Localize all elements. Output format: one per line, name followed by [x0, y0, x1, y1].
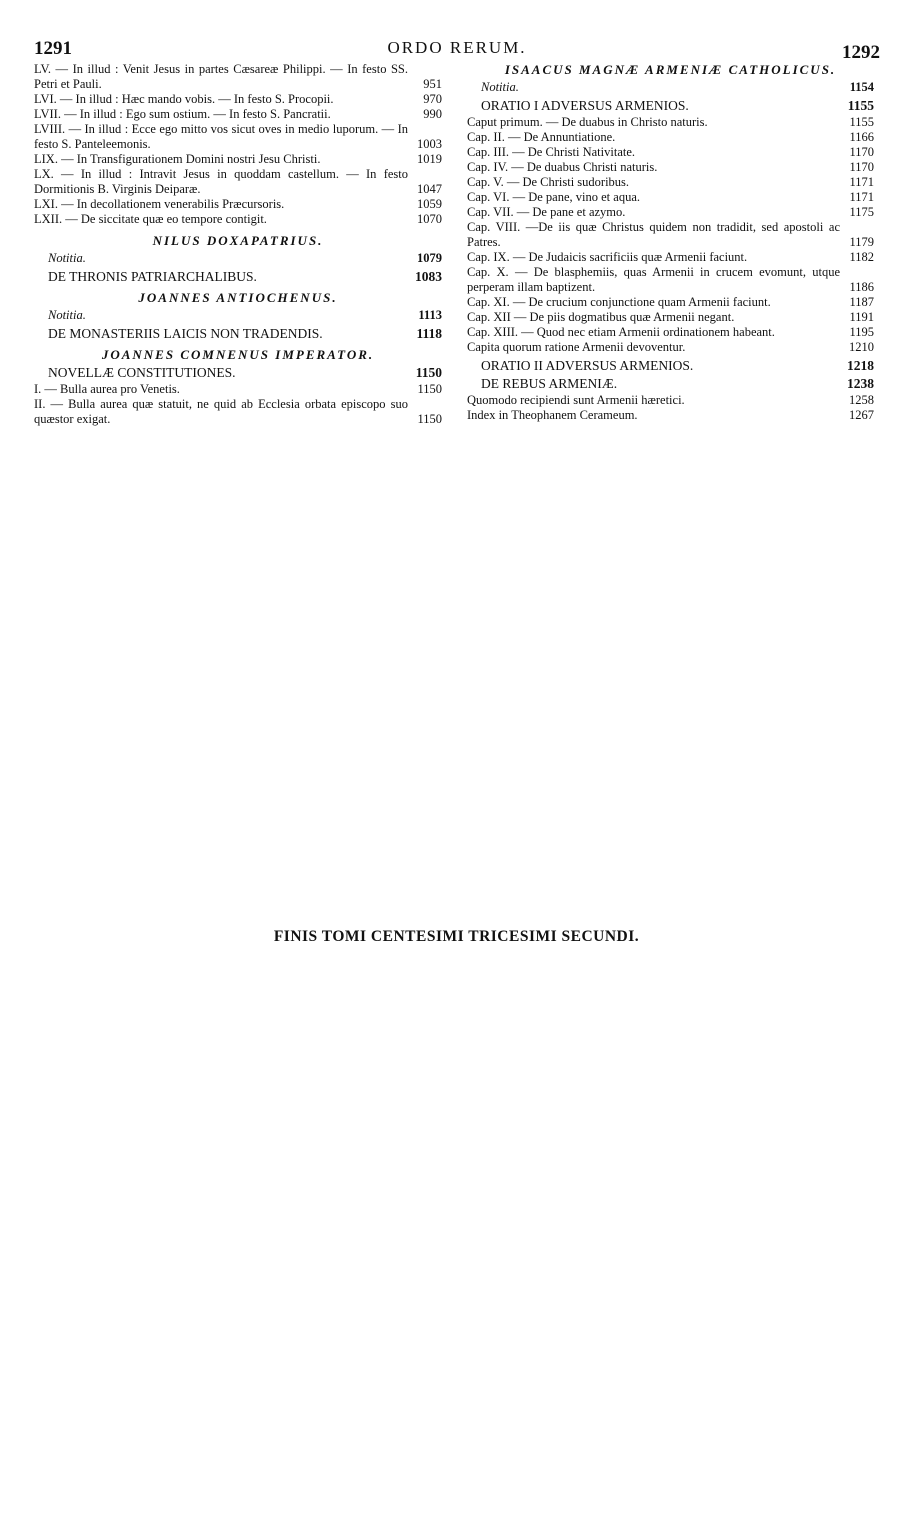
toc-entry — [34, 197, 442, 212]
entry-title: LVII. — In illud : Ego sum ostium. — In festo S. Pancratii. — [34, 107, 331, 121]
entry-page-number: 1238 — [843, 376, 874, 391]
entry-page-number: 1218 — [843, 358, 874, 373]
toc-entry — [467, 220, 874, 250]
toc-entry — [467, 190, 874, 205]
entry-page-number: 970 — [419, 92, 442, 107]
toc-entry — [34, 92, 442, 107]
entry-page-number: 1179 — [845, 235, 874, 250]
entry-title: LXII. — De siccitate quæ eo tempore contigit. — [34, 212, 267, 226]
entry-title: Cap. VII. — De pane et azymo. — [467, 205, 626, 219]
entry-title: Cap. VI. — De pane, vino et aqua. — [467, 190, 640, 204]
entry-page-number: 1154 — [846, 80, 874, 95]
page-number-right: 1292 — [842, 42, 880, 63]
section-entry — [467, 376, 874, 391]
entry-title: Cap. XIII. — Quod nec etiam Armenii ordinationem habeant. — [467, 325, 775, 339]
entry-page-number: 1150 — [413, 382, 442, 397]
toc-entry — [467, 408, 874, 423]
entry-title: Notitia. — [48, 308, 86, 322]
toc-entry — [467, 265, 874, 295]
entry-page-number: 1210 — [845, 340, 874, 355]
toc-entry — [34, 107, 442, 122]
notitia-entry — [467, 80, 874, 95]
entry-page-number: 1171 — [845, 175, 874, 190]
author-heading: ISAACUS MAGNÆ ARMENIÆ CATHOLICUS. — [504, 62, 837, 77]
toc-entry — [467, 295, 874, 310]
entry-page-number: 1079 — [413, 251, 442, 266]
entry-page-number: 951 — [419, 77, 442, 92]
toc-entry — [34, 382, 442, 397]
entry-title: DE THRONIS PATRIARCHALIBUS. — [48, 269, 257, 284]
section-entry — [34, 365, 442, 380]
toc-entry — [467, 205, 874, 220]
entry-page-number: 1267 — [845, 408, 874, 423]
toc-entry — [467, 393, 874, 408]
entry-page-number: 1171 — [845, 190, 874, 205]
entry-title: LVIII. — In illud : Ecce ego mitto vos sicut oves in medio luporum. — In festo S. Panteleemonis. — [34, 122, 408, 151]
entry-title: Cap. IX. — De Judaicis sacrificiis quæ Armenii faciunt. — [467, 250, 748, 264]
toc-entry — [467, 250, 874, 265]
toc-entry — [467, 145, 874, 160]
entry-title: LIX. — In Transfigurationem Domini nostri Jesu Christi. — [34, 152, 321, 166]
entry-title: Cap. X. — De blasphemiis, quas Armenii in crucem evomunt, utque perperam illam baptizent. — [467, 265, 840, 294]
entry-page-number: 1258 — [845, 393, 874, 408]
entry-title: ORATIO II ADVERSUS ARMENIOS. — [481, 358, 694, 373]
entry-title: Notitia. — [481, 80, 519, 94]
entry-page-number: 1187 — [845, 295, 874, 310]
entry-page-number: 1083 — [411, 269, 442, 284]
entry-page-number: 1019 — [413, 152, 442, 167]
toc-entry — [467, 340, 874, 355]
toc-entry — [467, 160, 874, 175]
entry-page-number: 990 — [419, 107, 442, 122]
entry-title: Capita quorum ratione Armenii devoventur. — [467, 340, 686, 354]
section-entry — [34, 269, 442, 284]
toc-entry — [467, 325, 874, 340]
entry-title: Cap. V. — De Christi sudoribus. — [467, 175, 630, 189]
section-entry — [467, 98, 874, 113]
notitia-entry — [34, 251, 442, 266]
entry-page-number: 1186 — [845, 280, 874, 295]
entry-page-number: 1166 — [845, 130, 874, 145]
entry-page-number: 1070 — [413, 212, 442, 227]
entry-page-number: 1170 — [845, 145, 874, 160]
entry-page-number: 1195 — [845, 325, 874, 340]
page-header — [34, 34, 880, 64]
entry-page-number: 1170 — [845, 160, 874, 175]
entry-title: Quomodo recipiendi sunt Armenii hæretici. — [467, 393, 685, 407]
running-title: ORDO RERUM. — [387, 38, 527, 57]
toc-entry — [34, 122, 442, 152]
entry-title: II. — Bulla aurea quæ statuit, ne quid ab Ecclesia orbata episcopo suo quæstor exigat. — [34, 397, 408, 426]
entry-title: DE REBUS ARMENIÆ. — [481, 376, 618, 391]
entry-title: LX. — In illud : Intravit Jesus in quoddam castellum. — In festo Dormitionis B. Virginis Deiparæ. — [34, 167, 408, 196]
entry-title: Cap. VIII. —De iis quæ Christus quidem non tradidit, sed apostoli ac Patres. — [467, 220, 840, 249]
entry-title: ORATIO I ADVERSUS ARMENIOS. — [481, 98, 689, 113]
entry-page-number: 1155 — [845, 115, 874, 130]
entry-title: Notitia. — [48, 251, 86, 265]
finis-line: FINIS TOMI CENTESIMI TRICESIMI SECUNDI. — [273, 928, 640, 945]
entry-page-number: 1059 — [413, 197, 442, 212]
entry-title: Cap. III. — De Christi Nativitate. — [467, 145, 636, 159]
entry-title: Index in Theophanem Cerameum. — [467, 408, 638, 422]
toc-entry — [467, 130, 874, 145]
entry-page-number: 1150 — [412, 365, 442, 380]
toc-entry — [467, 310, 874, 325]
entry-title: Cap. IV. — De duabus Christi naturis. — [467, 160, 658, 174]
notitia-entry — [34, 308, 442, 323]
section-entry — [467, 358, 874, 373]
toc-entry — [34, 62, 442, 92]
author-heading: JOANNES ANTIOCHENUS. — [138, 290, 338, 305]
entry-title: I. — Bulla aurea pro Venetis. — [34, 382, 180, 396]
entry-title: NOVELLÆ CONSTITUTIONES. — [48, 365, 236, 380]
toc-entry — [34, 397, 442, 427]
entry-title: LV. — In illud : Venit Jesus in partes Cæsareæ Philippi. — In festo SS. Petri et Pauli. — [34, 62, 408, 91]
entry-title: Caput primum. — De duabus in Christo naturis. — [467, 115, 708, 129]
entry-title: Cap. II. — De Annuntiatione. — [467, 130, 616, 144]
entry-title: Cap. XI. — De crucium conjunctione quam Armenii faciunt. — [467, 295, 771, 309]
left-column — [34, 62, 442, 427]
entry-page-number: 1175 — [845, 205, 874, 220]
toc-entry — [34, 152, 442, 167]
entry-page-number: 1182 — [845, 250, 874, 265]
toc-entry — [467, 115, 874, 130]
entry-page-number: 1191 — [845, 310, 874, 325]
section-entry — [34, 326, 442, 341]
author-heading: JOANNES COMNENUS IMPERATOR. — [101, 347, 375, 362]
entry-page-number: 1113 — [414, 308, 442, 323]
entry-title: Cap. XII — De piis dogmatibus quæ Armenii negant. — [467, 310, 735, 324]
entry-title: DE MONASTERIIS LAICIS NON TRADENDIS. — [48, 326, 323, 341]
toc-entry — [34, 212, 442, 227]
entry-page-number: 1003 — [413, 137, 442, 152]
entry-page-number: 1047 — [413, 182, 442, 197]
entry-page-number: 1118 — [412, 326, 442, 341]
right-column — [467, 62, 874, 423]
entry-title: LVI. — In illud : Hæc mando vobis. — In festo S. Procopii. — [34, 92, 334, 106]
author-heading: NILUS DOXAPATRIUS. — [152, 233, 324, 248]
entry-page-number: 1155 — [844, 98, 874, 113]
toc-entry — [34, 167, 442, 197]
entry-page-number: 1150 — [413, 412, 442, 427]
toc-entry — [467, 175, 874, 190]
page-number-left: 1291 — [34, 38, 72, 59]
entry-title: LXI. — In decollationem venerabilis Præcursoris. — [34, 197, 285, 211]
